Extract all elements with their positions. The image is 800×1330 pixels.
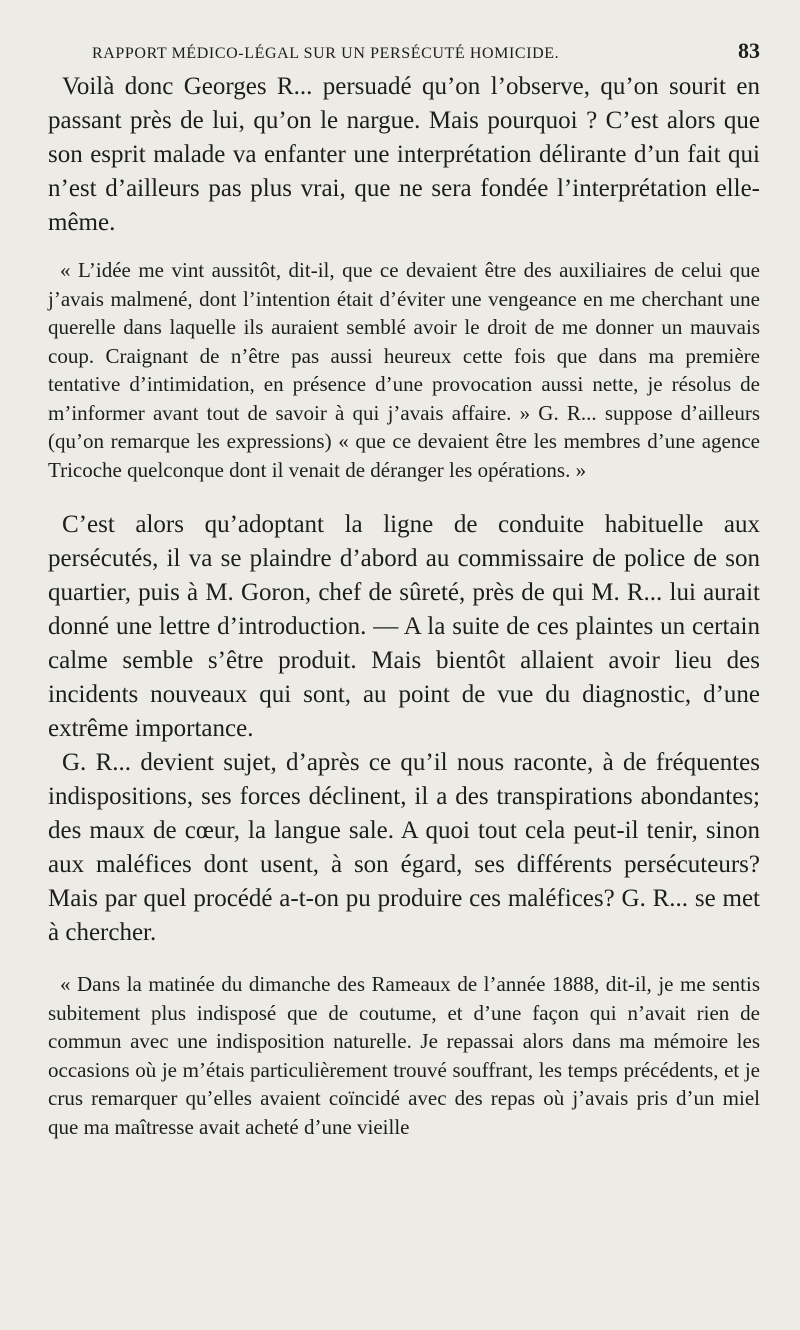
- quotation-2: « Dans la matinée du dimanche des Rameaux de l’année 1888, dit-il, je me sentis subitement plus indisposé que de coutume, et d’une façon qui n’avait rien de commun avec une indisposition naturelle. Je repassai alors dans ma mémoire les occasions où je m’étais particulièrement trouvé souffrant, les temps précédents, et je crus remarquer qu’elles avaient coïncidé avec des repas où j’avais pris d’un miel que ma maîtresse avait acheté d’une vieille: [48, 972, 760, 1139]
- paragraph-3: G. R... devient sujet, d’après ce qu’il nous raconte, à de fréquentes indispositions, ses forces déclinent, il a des transpirations abondantes; des maux de cœur, la langue sale. A quoi tout cela peut-il tenir, sinon aux maléfices dont usent, à son égard, ses différents persécuteurs? Mais par quel procédé a-t-on pu produire ces maléfices? G. R... se met à chercher.: [48, 749, 760, 946]
- running-head: [92, 38, 760, 62]
- body-text: [48, 70, 760, 1141]
- paragraph-2: C’est alors qu’adoptant la ligne de conduite habituelle aux persécutés, il va se plaindre d’abord au commissaire de police de son quartier, puis à M. Goron, chef de sûreté, près de qui M. R... lui aurait donné une lettre d’introduction. — A la suite de ces plaintes un certain calme semble s’être produit. Mais bientôt allaient avoir lieu des incidents nouveaux qui sont, au point de vue du diagnostic, d’une extrême importance.: [48, 511, 760, 742]
- quotation-1: « L’idée me vint aussitôt, dit-il, que ce devaient être des auxiliaires de celui que j’avais malmené, dont l’intention était d’éviter une vengeance en me cherchant une querelle dans laquelle ils auraient semblé avoir le droit de me donner un mauvais coup. Craignant de n’être pas aussi heureux cette fois que dans ma première tentative d’intimidation, en présence d’une provocation aussi nette, je résolus de m’informer avant tout de savoir à qui j’avais affaire. » G. R... suppose d’ailleurs (qu’on remarque les expressions) « que ce devaient être les membres d’une agence Tricoche quelconque dont il venait de déranger les opérations. »: [48, 258, 760, 482]
- page-number: 83: [738, 38, 760, 63]
- paragraph-1: Voilà donc Georges R... persuadé qu’on l’observe, qu’on sourit en passant près de lui, qu’on le nargue. Mais pourquoi ? C’est alors que son esprit malade va enfanter une interprétation délirante d’un fait qui n’est d’ailleurs pas plus vrai, que ne sera fondée l’interprétation elle-même.: [48, 73, 760, 236]
- running-title: RAPPORT MÉDICO-LÉGAL SUR UN PERSÉCUTÉ HOMICIDE.: [92, 45, 560, 62]
